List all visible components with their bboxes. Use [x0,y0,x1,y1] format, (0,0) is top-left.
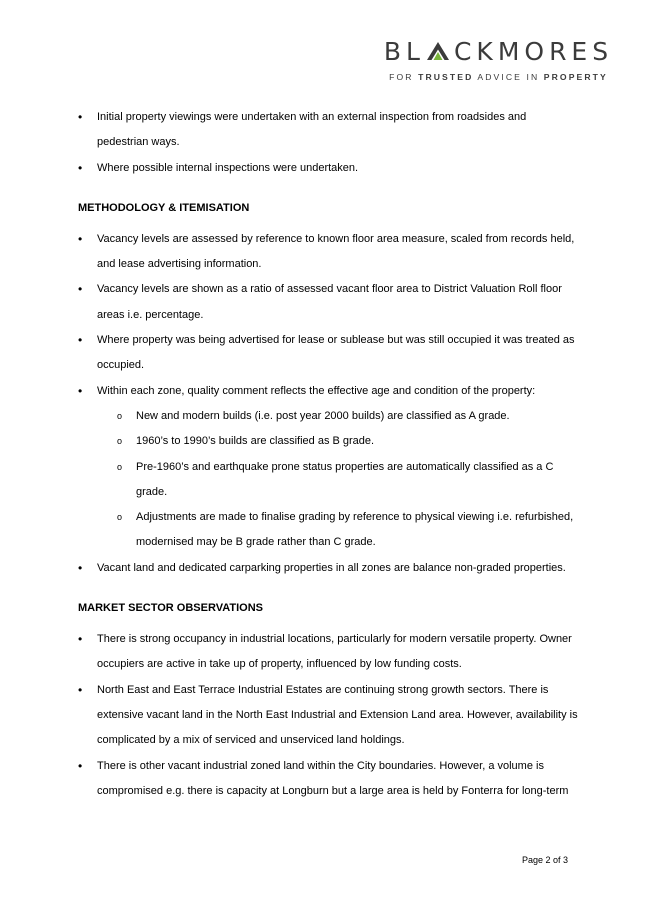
logo-wordmark [376,38,621,66]
list-item: • Vacancy levels are shown as a ratio of assessed vacant floor area to District Valuation Roll floor areas i.e. percentage. [78,277,578,328]
logo-text-end: CKMORES [453,37,614,66]
page-number: Page 2 of 3 [521,855,568,865]
logo-tagline [376,72,621,82]
tagline-for: FOR [389,72,414,82]
list-item-with-sublist [78,379,578,556]
sub-list-item: o Pre-1960’s and earthquake prone status properties are automatically classified as a C grade. [97,455,578,506]
list-item: • Vacant land and dedicated carparking properties in all zones are balance non-graded properties. [78,556,578,581]
list-item: • There is strong occupancy in industrial locations, particularly for modern versatile property. Owner occupiers are active in take up of property, influenced by low funding costs. [78,627,578,678]
list-item: • Vacancy levels are assessed by reference to known floor area measure, scaled from records held, and lease advertising information. [78,227,578,278]
methodology-list [78,227,578,581]
list-item: • Initial property viewings were undertaken with an external inspection from roadsides and pedestrian ways. [78,105,578,156]
grade-sublist [97,404,578,556]
list-item: • There is other vacant industrial zoned land within the City boundaries. However, a volume is compromised e.g. there is capacity at Longburn but a large area is held by Fonterra for long-term [78,754,578,805]
methodology-heading: METHODOLOGY & ITEMISATION [78,201,250,214]
market-heading: MARKET SECTOR OBSERVATIONS [78,602,263,615]
list-item-text: Within each zone, quality comment reflects the effective age and condition of the property: [97,384,536,397]
sub-list-item: o Adjustments are made to finalise grading by reference to physical viewing i.e. refurbished, modernised may be B grade rather than C grade. [97,505,578,556]
sub-list-item: o 1960’s to 1990’s builds are classified as B grade. [97,429,578,454]
intro-list [78,105,578,181]
list-item: • Where property was being advertised for lease or sublease but was still occupied it was treated as occupied. [78,328,578,379]
document-body [78,105,578,804]
sub-list-item: o New and modern builds (i.e. post year 2000 builds) are classified as A grade. [97,404,578,429]
market-list [78,627,578,804]
list-item: • North East and East Terrace Industrial Estates are continuing strong growth sectors. There is extensive vacant land in the North East Industrial and Extension Land area. However, availability is complicated by a mix of serviced and unserviced land holdings. [78,678,578,754]
logo-house-icon [426,41,450,61]
blackmores-logo [376,38,621,82]
tagline-middle: ADVICE IN [477,72,540,82]
tagline-trusted: TRUSTED [418,72,474,82]
list-item: • Where possible internal inspections were undertaken. [78,156,578,181]
tagline-property: PROPERTY [543,72,608,82]
logo-text-start: BL [383,37,425,66]
